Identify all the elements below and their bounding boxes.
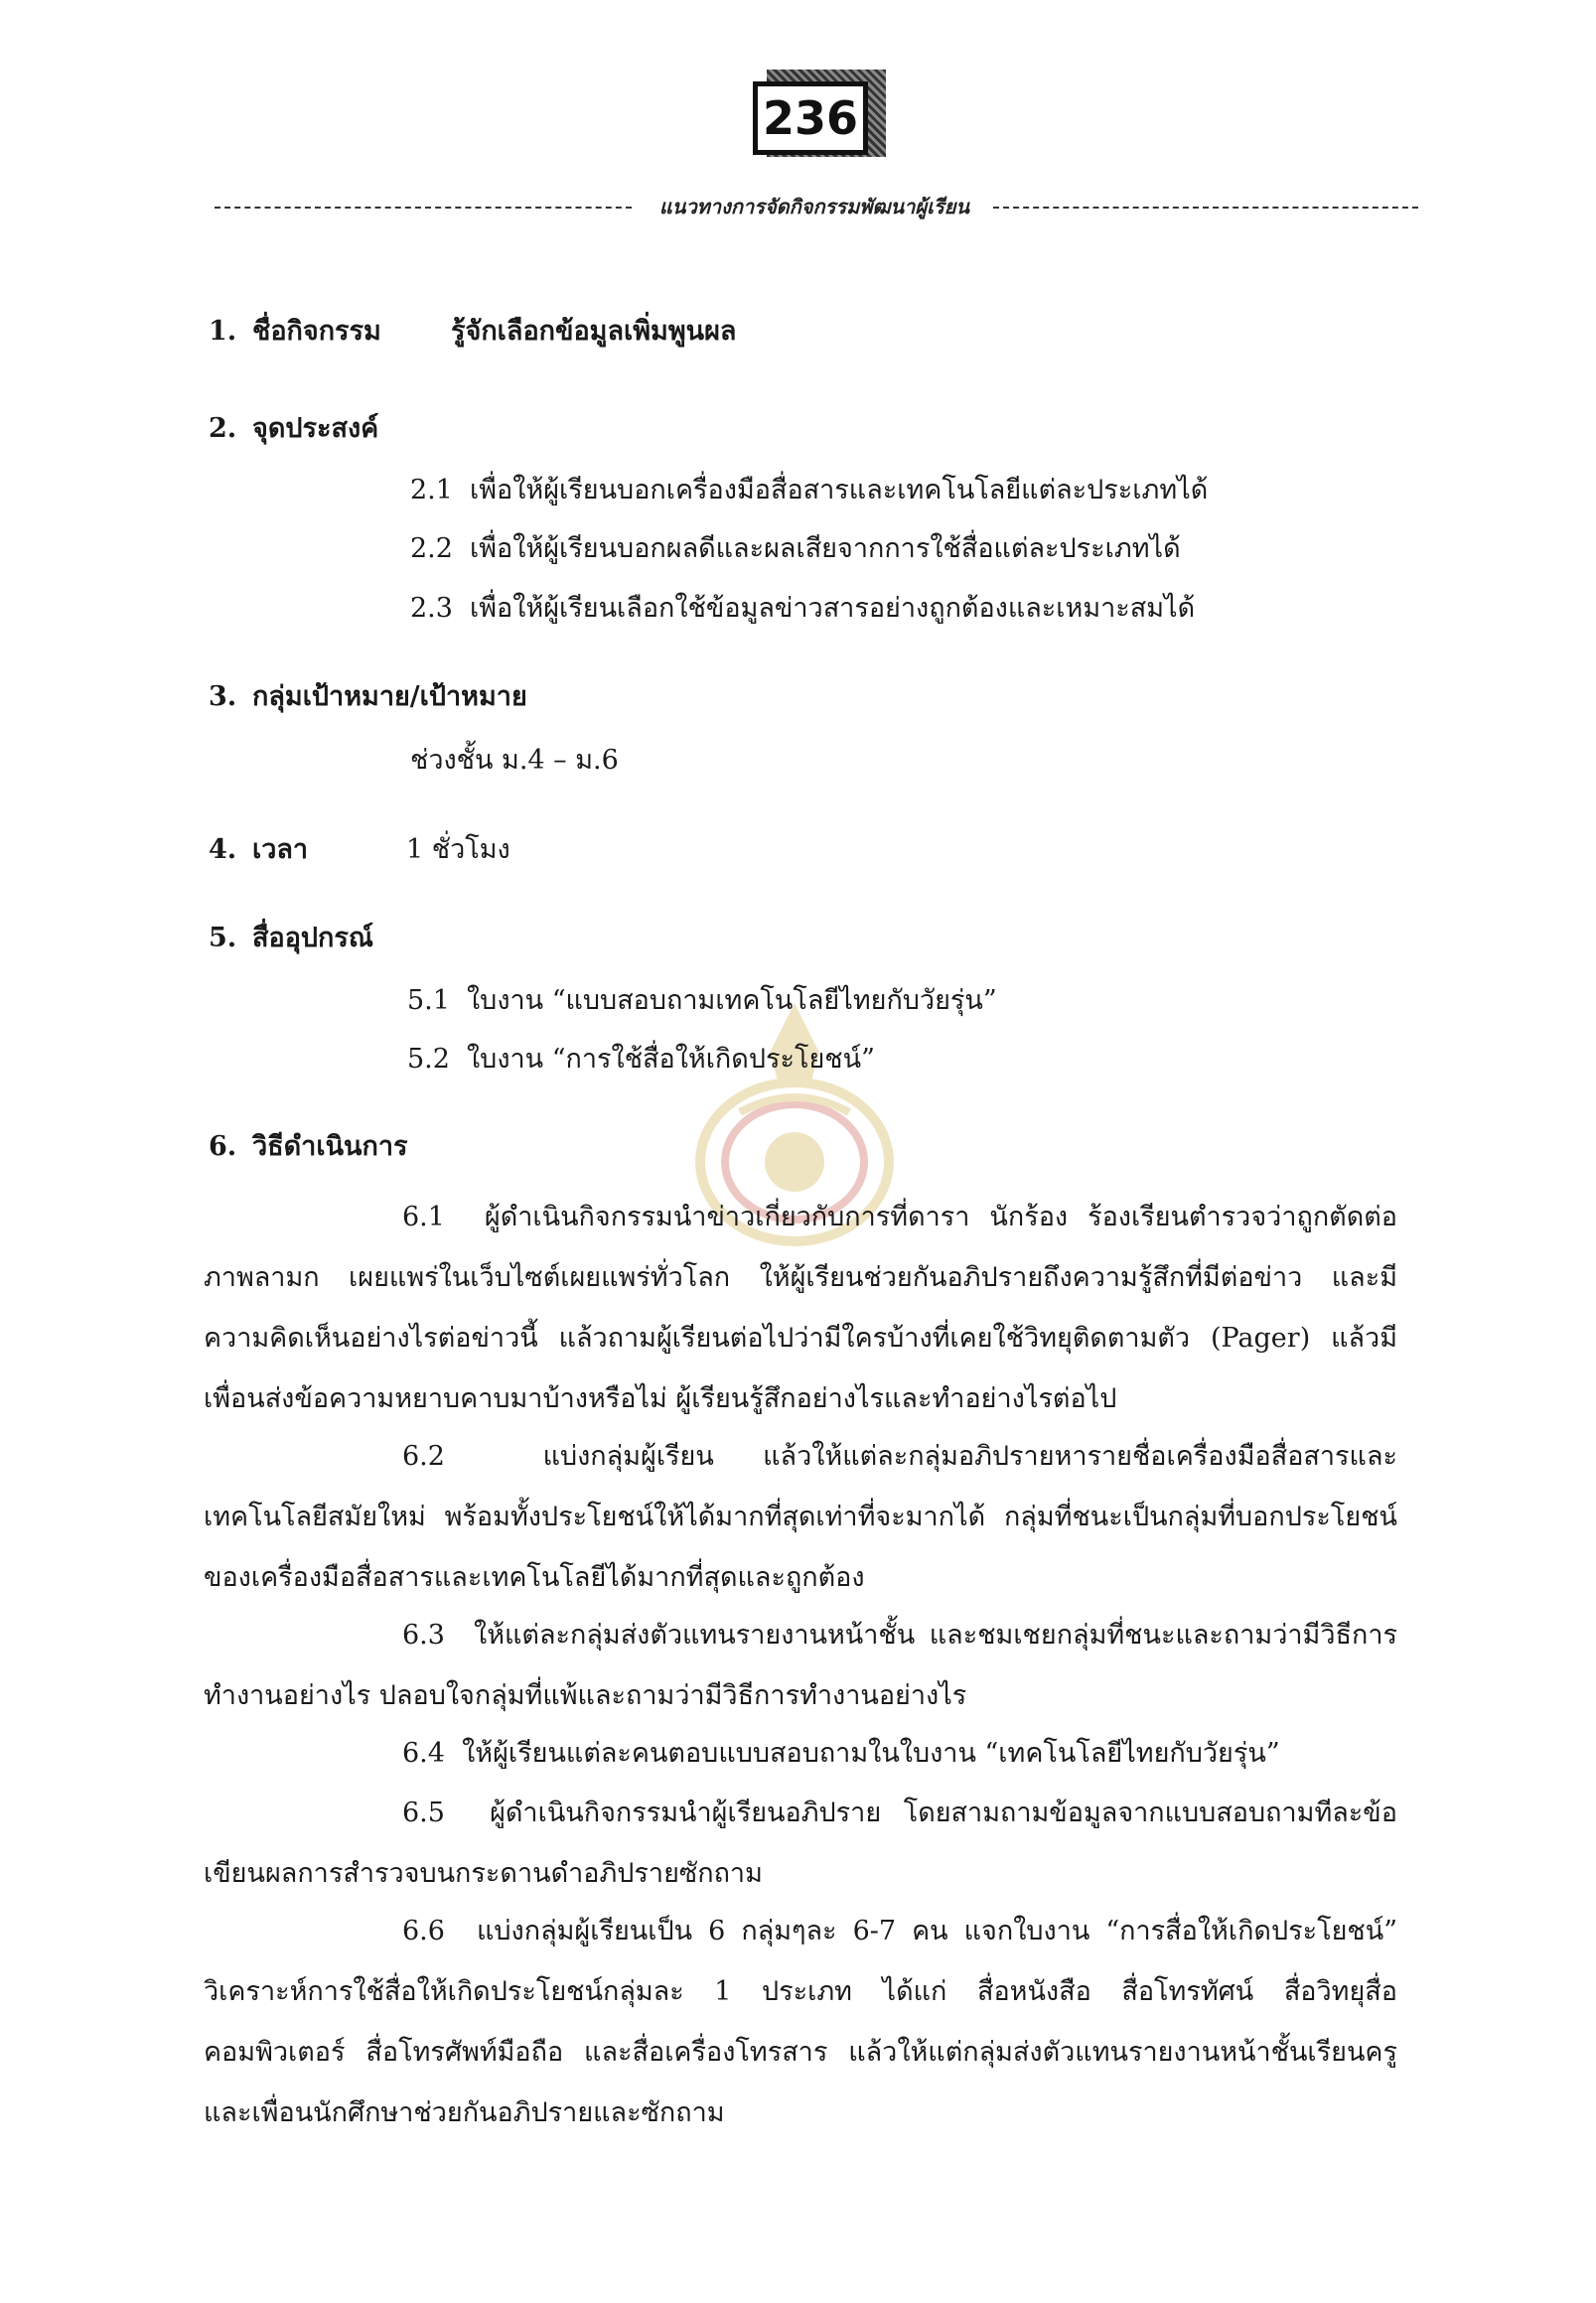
objective-number: 2.1 [410, 475, 453, 505]
procedure-item [204, 1901, 1397, 2143]
section-5-number: 5. [209, 923, 237, 953]
section-2-label: จุดประสงค์ [252, 413, 379, 444]
section-1-label: ชื่อกิจกรรม [252, 316, 381, 347]
target-group: ช่วงชั้น ม.4 – ม.6 [410, 745, 619, 776]
procedure-item [204, 1187, 1397, 1429]
objective-text: เพื่อให้ผู้เรียนเลือกใช้ข้อมูลข่าวสารอย่างถูกต้องและเหมาะสมได้ [470, 593, 1196, 624]
header-rule-left [215, 207, 632, 209]
section-4-number: 4. [209, 834, 237, 865]
procedure-item [204, 1783, 1397, 1904]
activity-name: รู้จักเลือกข้อมูลเพิ่มพูนผล [451, 316, 737, 347]
objective-number: 2.3 [410, 593, 453, 624]
objective-text: เพื่อให้ผู้เรียนบอกผลดีและผลเสียจากการใช้สื่อแต่ละประเภทได้ [470, 533, 1181, 564]
section-2-heading [209, 409, 378, 449]
page-number-box [753, 70, 892, 169]
section-1-number: 1. [209, 316, 237, 347]
section-2-number: 2. [209, 413, 237, 444]
section-5-label: สื่ออุปกรณ์ [252, 923, 373, 953]
header-rule-right [993, 207, 1418, 209]
procedure-number: 6.5 [402, 1798, 445, 1828]
procedure-number: 6.4 [402, 1738, 445, 1769]
section-3-heading [209, 677, 527, 717]
procedure-item [204, 1426, 1397, 1608]
material-item [407, 1040, 875, 1080]
section-1 [209, 312, 736, 352]
procedure-number: 6.2 [402, 1441, 445, 1472]
section-6-label: วิธีดำเนินการ [252, 1131, 408, 1162]
procedure-number: 6.6 [402, 1916, 445, 1946]
procedure-text: ผู้ดำเนินกิจกรรมนำผู้เรียนอภิปราย โดยสามถามข้อมูลจากแบบสอบถามทีละข้อเขียนผลการสำรวจบนกระดานดำอภิปรายซักถาม [204, 1798, 1397, 1889]
procedure-item [204, 1723, 1397, 1784]
section-4 [209, 830, 510, 870]
objective-item [410, 471, 1208, 510]
duration: 1 ชั่วโมง [406, 834, 510, 865]
material-number: 5.2 [407, 1044, 450, 1075]
material-text: ใบงาน “แบบสอบถามเทคโนโลยีไทยกับวัยรุ่น” [467, 985, 997, 1016]
running-header: แนวทางการจัดกิจกรรมพัฒนาผู้เรียน [658, 195, 970, 218]
procedure-text: แบ่งกลุ่มผู้เรียนเป็น 6 กลุ่มๆละ 6-7 คน แจกใบงาน “การสื่อให้เกิดประโยชน์” วิเคราะห์การใช้สื่อให้เกิดประโยชน์กลุ่มละ 1 ประเภท ได้แก่ สื่อหนังสือ สื่อโทรทัศน์ สื่อวิทยุสื่อคอมพิวเตอร์ สื่อโทรศัพท์มือถือ และสื่อเครื่องโทรสาร แล้วให้แต่กลุ่มส่งตัวแทนรายงานหน้าชั้นเรียนครูและเพื่อนนักศึกษาช่วยกันอภิปรายและซักถาม [204, 1916, 1398, 2128]
section-3-number: 3. [209, 681, 237, 712]
section-5-heading [209, 919, 373, 958]
procedure-number: 6.1 [402, 1202, 445, 1232]
page-number: 236 [753, 81, 868, 155]
material-number: 5.1 [407, 985, 450, 1016]
material-text: ใบงาน “การใช้สื่อให้เกิดประโยชน์” [467, 1044, 875, 1075]
procedure-number: 6.3 [402, 1620, 445, 1651]
objective-text: เพื่อให้ผู้เรียนบอกเครื่องมือสื่อสารและเทคโนโลยีแต่ละประเภทได้ [470, 475, 1209, 505]
objective-number: 2.2 [410, 533, 453, 564]
objective-item [410, 529, 1181, 569]
procedure-text: ให้ผู้เรียนแต่ละคนตอบแบบสอบถามในใบงาน “เทคโนโลยีไทยกับวัยรุ่น” [462, 1738, 1280, 1769]
section-6-heading [209, 1127, 408, 1167]
section-6-number: 6. [209, 1131, 237, 1162]
material-item [407, 981, 997, 1021]
section-3-label: กลุ่มเป้าหมาย/เป้าหมาย [252, 681, 527, 712]
procedure-item [204, 1605, 1397, 1726]
section-4-label: เวลา [252, 834, 309, 865]
procedure-text: ให้แต่ละกลุ่มส่งตัวแทนรายงานหน้าชั้น และชมเชยกลุ่มที่ชนะและถามว่ามีวิธีการทำงานอย่างไร ปลอบใจกลุ่มที่แพ้และถามว่ามีวิธีการทำงานอย่างไร [204, 1620, 1397, 1711]
procedure-text: ผู้ดำเนินกิจกรรมนำข่าวเกี่ยวกับการที่ดารา นักร้อง ร้องเรียนตำรวจว่าถูกตัดต่อภาพลามก เผยแพร่ในเว็บไซต์เผยแพร่ทั่วโลก ให้ผู้เรียนช่วยกันอภิปรายถึงความรู้สึกที่มีต่อข่าว และมีความคิดเห็นอย่างไรต่อข่าวนี้ แล้วถามผู้เรียนต่อไปว่ามีใครบ้างที่เคยใช้วิทยุติดตามตัว (Pager) แล้วมีเพื่อนส่งข้อความหยาบคาบมาบ้างหรือไม่ ผู้เรียนรู้สึกอย่างไรและทำอย่างไรต่อไป [204, 1202, 1397, 1414]
procedure-text: แบ่งกลุ่มผู้เรียน แล้วให้แต่ละกลุ่มอภิปรายหารายชื่อเครื่องมือสื่อสารและเทคโนโลยีสมัยใหม่ พร้อมทั้งประโยชน์ให้ได้มากที่สุดเท่าที่จะมากได้ กลุ่มที่ชนะเป็นกลุ่มที่บอกประโยชน์ของเครื่องมือสื่อสารและเทคโนโลยีได้มากที่สุดและถูกต้อง [204, 1441, 1398, 1593]
objective-item [410, 589, 1195, 629]
